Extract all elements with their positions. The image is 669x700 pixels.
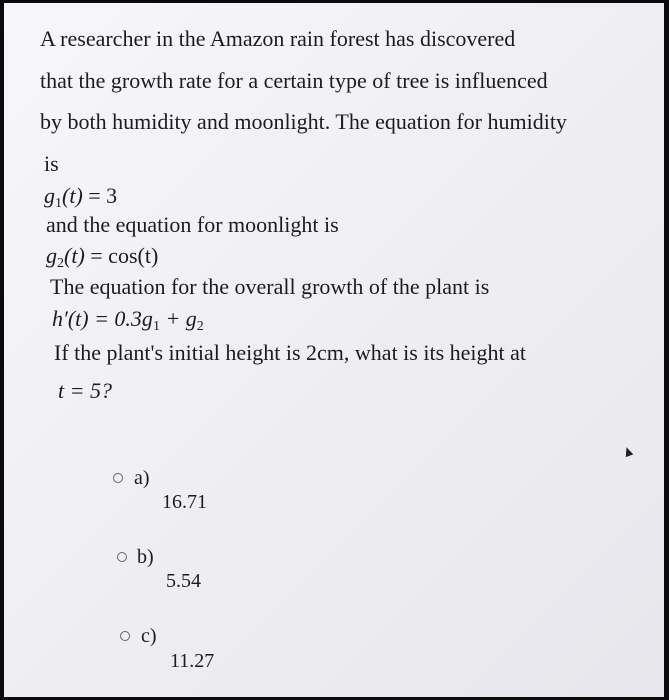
eq3-lhs: h′(t) = 0.3g — [52, 306, 153, 331]
question-text-line-1: A researcher in the Amazon rain forest has discovered — [40, 26, 516, 51]
question-text-line-8: t = 5? — [58, 378, 112, 403]
question-text-line-7: If the plant's initial height is 2cm, what is its height at — [54, 340, 527, 365]
choice-c-value: 11.27 — [170, 650, 215, 672]
humidity-equation — [44, 185, 117, 211]
eq3-mid: + g — [159, 306, 197, 331]
growth-equation — [52, 308, 204, 334]
radio-button-b[interactable] — [117, 552, 127, 562]
choice-b-label: b) — [137, 546, 154, 568]
eq2-arg: (t) — [64, 243, 85, 268]
question-text-line-5: and the equation for moonlight is — [46, 212, 339, 237]
question-text-line-6: The equation for the overall growth of the plant is — [50, 274, 490, 299]
question-text-line-4: is — [44, 151, 59, 176]
eq2-lhs: g — [46, 243, 57, 268]
radio-button-a[interactable] — [113, 473, 123, 483]
eq3-sub1: 1 — [152, 319, 160, 334]
eq2-rhs: = cos(t) — [84, 243, 159, 268]
question-card — [4, 3, 664, 697]
radio-button-c[interactable] — [120, 631, 130, 641]
eq1-sub: 1 — [55, 196, 62, 211]
eq3-sub2: 2 — [196, 319, 204, 334]
eq1-lhs: g — [44, 183, 55, 208]
choice-a-label: a) — [134, 467, 150, 489]
eq2-sub: 2 — [57, 256, 64, 271]
question-text-line-2: that the growth rate for a certain type of tree is influenced — [40, 68, 548, 93]
eq1-rhs: = 3 — [82, 183, 118, 208]
choice-a-value: 16.71 — [162, 491, 207, 513]
mouse-cursor-icon — [623, 446, 634, 457]
choice-b-value: 5.54 — [166, 570, 201, 592]
question-text-line-3: by both humidity and moonlight. The equation for humidity — [40, 109, 567, 134]
eq1-arg: (t) — [62, 183, 83, 208]
moonlight-equation — [46, 245, 158, 271]
choice-c-label: c) — [141, 625, 157, 647]
